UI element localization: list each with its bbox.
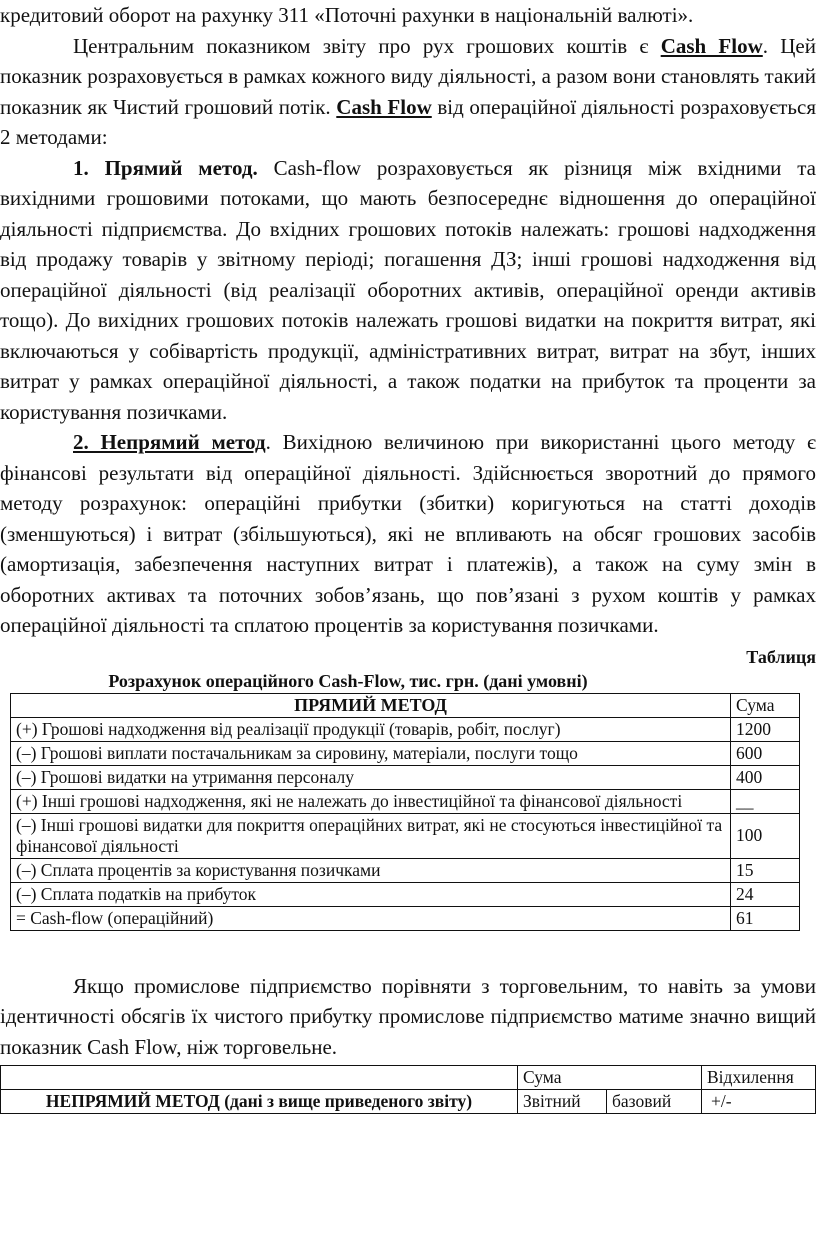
text-fragment: +/-: [711, 1091, 732, 1111]
table-row: [11, 906, 800, 930]
direct-method-text: Cash-flow розраховується як різниця між вхідними та вихідними грошовими потоками, що мають безпосереднє відношення до операційної діяльності підприємства. До вхідних грошових потоків належать: грошові надходження від продажу товарів у звітному періоді; погашення ДЗ; інші грошові надходження від операційної діяльності (від реалізації оборотних активів, операційної оренди активів тощо). До вихідних грошових потоків належать грошові видатки на покриття витрат, які включаються у собівартість продукції, адміністративних витрат, витрат на збут, інших витрат у рамках операційної діяльності, а також податки на прибуток та проценти за користування позичками.: [0, 155, 816, 424]
text-fragment: . Цей показник розраховується в рамках кожного виду діяльності, а разом вони становлять такий показник як Чистий грошовий потік.: [0, 33, 816, 119]
text-fragment: НЕПРЯМИЙ МЕТОД: [45, 1091, 220, 1111]
text-fragment: (дані з вище приведеного звіту): [219, 1091, 473, 1111]
sum-header: Сума: [731, 693, 800, 717]
table-header-row: [11, 693, 800, 717]
row-label: (–) Сплата податків на прибуток: [11, 882, 731, 906]
table-row: [11, 717, 800, 741]
deviation-header: Відхилення: [702, 1066, 816, 1090]
direct-method-title: 1. Прямий метод.: [73, 155, 258, 180]
row-value: 24: [731, 882, 800, 906]
row-label: (–) Інші грошові видатки для покриття операційних витрат, які не стосуються інвестиційної та фінансової діяльності: [11, 813, 731, 858]
empty-cell: [1, 1066, 518, 1090]
table-row: [11, 858, 800, 882]
direct-method-table: [10, 693, 800, 931]
row-value: __: [731, 789, 800, 813]
text-fragment: Центральним показником звіту про рух грошових коштів є: [73, 33, 661, 58]
direct-method-paragraph: [0, 153, 816, 428]
row-value: 100: [731, 813, 800, 858]
indirect-method-title: 2. Непрямий метод: [73, 430, 266, 454]
row-label: (–) Грошові виплати постачальникам за сировину, матеріали, послуги тощо: [11, 741, 731, 765]
cashflow-term: Cash Flow: [660, 33, 763, 58]
table-caption: Таблиця: [746, 646, 816, 667]
indirect-method-table: [0, 1065, 816, 1114]
row-value: 61: [731, 906, 800, 930]
row-label: (+) Інші грошові надходження, які не належать до інвестиційної та фінансової діяльності: [11, 789, 731, 813]
row-label: (+) Грошові надходження від реалізації продукції (товарів, робіт, послуг): [11, 717, 731, 741]
table-row: [11, 765, 800, 789]
table-row: [11, 789, 800, 813]
cashflow-term: Cash Flow: [336, 94, 432, 119]
cashflow-paragraph: [0, 31, 816, 153]
deviation-sign: [702, 1090, 816, 1114]
table-row: [1, 1090, 816, 1114]
sum-header: Сума: [518, 1066, 702, 1090]
indirect-method-paragraph: [0, 427, 816, 641]
row-label: (–) Сплата процентів за користування позичками: [11, 858, 731, 882]
base-column: базовий: [607, 1090, 702, 1114]
text-fragment: від операційної діяльності розраховується 2 методами:: [0, 94, 816, 149]
row-value: 1200: [731, 717, 800, 741]
table-title: Розрахунок операційного Cash-Flow, тис. грн. (дані умовні): [108, 670, 588, 691]
table-row: [11, 882, 800, 906]
table-row: [11, 813, 800, 858]
reporting-column: Звітний: [518, 1090, 607, 1114]
closing-paragraph: Якщо промислове підприємство порівняти з торговельним, то навіть за умови ідентичності обсягів їх чистого прибутку промислове підприємство матиме значно вищий показник Cash Flow, ніж торговельне.: [0, 973, 816, 1059]
row-value: 400: [731, 765, 800, 789]
method-header: ПРЯМИЙ МЕТОД: [11, 693, 731, 717]
indirect-method-label: [1, 1090, 518, 1114]
table-header-row: [1, 1066, 816, 1090]
table-row: [11, 741, 800, 765]
row-value: 15: [731, 858, 800, 882]
row-label: (–) Грошові видатки на утримання персоналу: [11, 765, 731, 789]
row-value: 600: [731, 741, 800, 765]
intro-line: кредитовий оборот на рахунку 311 «Поточні рахунки в національній валюті».: [0, 3, 694, 27]
row-label: = Cash-flow (операційний): [11, 906, 731, 930]
indirect-method-text: . Вихідною величиною при використанні цього методу є фінансові результати від операційної діяльності. Здійснюється зворотний до прямого методу розрахунок: операційні прибутки (збитки) коригуються на статті доходів (зменшуються) і витрат (збільшуються), які не впливають на обсяг грошових засобів (амортизація, забезпечення наступних витрат і платежів), а також на суму змін в оборотних активах та поточних зобов’язань, що пов’язані з рухом коштів у рамках операційної діяльності та сплатою процентів за користування позичками.: [0, 430, 816, 637]
